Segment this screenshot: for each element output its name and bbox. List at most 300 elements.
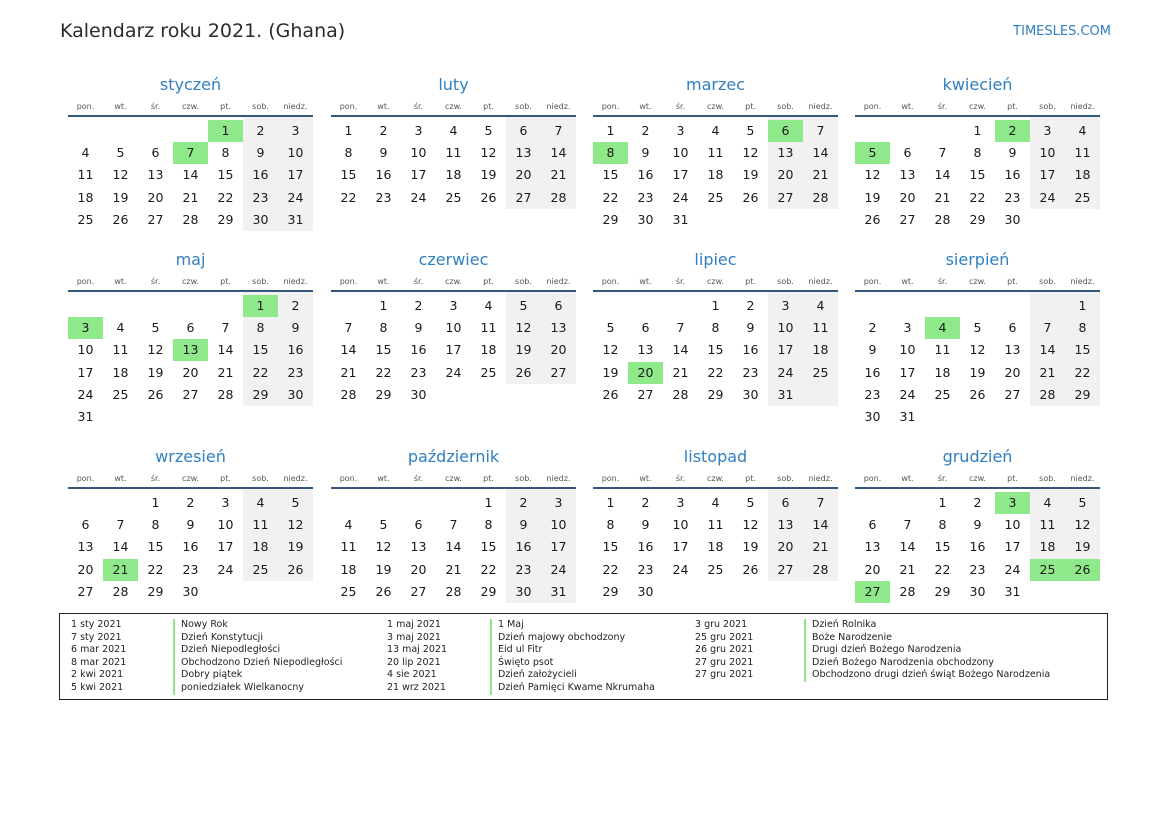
day-cell[interactable]: 9: [414, 320, 423, 336]
day-cell[interactable]: 17: [550, 539, 567, 555]
day-cell[interactable]: 19: [1074, 539, 1091, 555]
day-cell[interactable]: 9: [379, 145, 388, 161]
day-cell[interactable]: 9: [186, 517, 195, 533]
site-link[interactable]: TIMESLES.COM: [1013, 24, 1111, 39]
day-cell[interactable]: 6: [554, 298, 563, 313]
day-cell[interactable]: 16: [742, 342, 759, 358]
day-cell[interactable]: 14: [340, 342, 357, 358]
day-cell[interactable]: 16: [1004, 167, 1021, 183]
day-cell[interactable]: 27: [147, 211, 164, 227]
day-cell[interactable]: 8: [973, 145, 982, 161]
day-cell[interactable]: 3: [903, 320, 912, 336]
day-cell[interactable]: 12: [864, 167, 881, 183]
day-cell[interactable]: 19: [480, 167, 497, 183]
day-cell[interactable]: 3: [1043, 123, 1052, 138]
day-cell[interactable]: 11: [707, 517, 724, 533]
day-cell[interactable]: 5: [151, 320, 160, 336]
day-cell[interactable]: 23: [742, 364, 759, 380]
day-cell[interactable]: 5: [746, 123, 755, 138]
day-cell[interactable]: 3: [449, 298, 458, 313]
day-cell[interactable]: 28: [445, 583, 462, 599]
day-cell[interactable]: 16: [252, 167, 269, 183]
day-cell[interactable]: 18: [252, 539, 269, 555]
day-cell[interactable]: 15: [480, 539, 497, 555]
day-cell[interactable]: 19: [375, 561, 392, 577]
day-cell[interactable]: 25: [112, 386, 129, 402]
day-cell[interactable]: 21: [445, 561, 462, 577]
day-cell[interactable]: 10: [77, 342, 94, 358]
day-cell[interactable]: 10: [777, 320, 794, 336]
day-cell[interactable]: 19: [864, 189, 881, 205]
day-cell[interactable]: 16: [182, 539, 199, 555]
day-cell[interactable]: 6: [868, 517, 877, 533]
day-cell[interactable]: 23: [287, 364, 304, 380]
day-cell[interactable]: 20: [864, 561, 881, 577]
holiday-day-cell[interactable]: 8: [593, 142, 628, 164]
day-cell[interactable]: 27: [550, 364, 567, 380]
day-cell[interactable]: 27: [410, 583, 427, 599]
day-cell[interactable]: 12: [112, 167, 129, 183]
day-cell[interactable]: 10: [287, 145, 304, 161]
day-cell[interactable]: 12: [969, 342, 986, 358]
day-cell[interactable]: 17: [899, 364, 916, 380]
day-cell[interactable]: 30: [410, 386, 427, 402]
day-cell[interactable]: 25: [252, 561, 269, 577]
day-cell[interactable]: 15: [602, 539, 619, 555]
day-cell[interactable]: 4: [816, 298, 825, 313]
day-cell[interactable]: 24: [410, 189, 427, 205]
day-cell[interactable]: 23: [1004, 189, 1021, 205]
day-cell[interactable]: 24: [777, 364, 794, 380]
day-cell[interactable]: 11: [77, 167, 94, 183]
day-cell[interactable]: 1: [1078, 298, 1087, 313]
day-cell[interactable]: 19: [147, 364, 164, 380]
day-cell[interactable]: 29: [375, 386, 392, 402]
day-cell[interactable]: 6: [519, 123, 528, 138]
day-cell[interactable]: 19: [515, 342, 532, 358]
day-cell[interactable]: 30: [252, 211, 269, 227]
day-cell[interactable]: 16: [969, 539, 986, 555]
day-cell[interactable]: 9: [291, 320, 300, 336]
day-cell[interactable]: 13: [637, 342, 654, 358]
day-cell[interactable]: 28: [182, 211, 199, 227]
day-cell[interactable]: 22: [602, 189, 619, 205]
day-cell[interactable]: 19: [969, 364, 986, 380]
day-cell[interactable]: 13: [1004, 342, 1021, 358]
day-cell[interactable]: 17: [410, 167, 427, 183]
day-cell[interactable]: 1: [606, 495, 615, 510]
day-cell[interactable]: 23: [252, 189, 269, 205]
day-cell[interactable]: 25: [480, 364, 497, 380]
day-cell[interactable]: 22: [480, 561, 497, 577]
day-cell[interactable]: 30: [637, 583, 654, 599]
day-cell[interactable]: 21: [934, 189, 951, 205]
day-cell[interactable]: 10: [1039, 145, 1056, 161]
day-cell[interactable]: 17: [777, 342, 794, 358]
day-cell[interactable]: 4: [116, 320, 125, 336]
day-cell[interactable]: 7: [816, 495, 825, 510]
day-cell[interactable]: 12: [742, 145, 759, 161]
holiday-day-cell[interactable]: 5: [855, 142, 890, 164]
day-cell[interactable]: 3: [414, 123, 423, 138]
day-cell[interactable]: 31: [899, 409, 916, 424]
day-cell[interactable]: 4: [484, 298, 493, 313]
day-cell[interactable]: 1: [973, 123, 982, 138]
day-cell[interactable]: 6: [641, 320, 650, 336]
day-cell[interactable]: 28: [899, 583, 916, 599]
day-cell[interactable]: 6: [781, 495, 790, 510]
day-cell[interactable]: 23: [182, 561, 199, 577]
day-cell[interactable]: 8: [379, 320, 388, 336]
day-cell[interactable]: 18: [707, 539, 724, 555]
day-cell[interactable]: 29: [602, 211, 619, 227]
day-cell[interactable]: 23: [410, 364, 427, 380]
day-cell[interactable]: 30: [287, 386, 304, 402]
day-cell[interactable]: 30: [1004, 211, 1021, 227]
day-cell[interactable]: 10: [217, 517, 234, 533]
day-cell[interactable]: 10: [410, 145, 427, 161]
day-cell[interactable]: 30: [969, 583, 986, 599]
day-cell[interactable]: 15: [217, 167, 234, 183]
day-cell[interactable]: 13: [147, 167, 164, 183]
day-cell[interactable]: 2: [746, 298, 755, 313]
day-cell[interactable]: 20: [899, 189, 916, 205]
day-cell[interactable]: 20: [777, 539, 794, 555]
day-cell[interactable]: 16: [637, 167, 654, 183]
day-cell[interactable]: 21: [182, 189, 199, 205]
day-cell[interactable]: 2: [973, 495, 982, 510]
day-cell[interactable]: 24: [77, 386, 94, 402]
day-cell[interactable]: 14: [934, 167, 951, 183]
day-cell[interactable]: 9: [1008, 145, 1017, 161]
day-cell[interactable]: 13: [777, 145, 794, 161]
day-cell[interactable]: 2: [291, 298, 300, 313]
day-cell[interactable]: 28: [672, 386, 689, 402]
day-cell[interactable]: 27: [777, 561, 794, 577]
day-cell[interactable]: 11: [445, 145, 462, 161]
day-cell[interactable]: 6: [414, 517, 423, 533]
day-cell[interactable]: 18: [445, 167, 462, 183]
day-cell[interactable]: 22: [934, 561, 951, 577]
day-cell[interactable]: 27: [777, 189, 794, 205]
day-cell[interactable]: 23: [375, 189, 392, 205]
day-cell[interactable]: 17: [287, 167, 304, 183]
day-cell[interactable]: 27: [182, 386, 199, 402]
day-cell[interactable]: 29: [217, 211, 234, 227]
day-cell[interactable]: 3: [781, 298, 790, 313]
day-cell[interactable]: 10: [899, 342, 916, 358]
day-cell[interactable]: 5: [116, 145, 125, 161]
day-cell[interactable]: 29: [969, 211, 986, 227]
holiday-day-cell[interactable]: 13: [173, 339, 208, 361]
day-cell[interactable]: 24: [1039, 189, 1056, 205]
day-cell[interactable]: 9: [973, 517, 982, 533]
day-cell[interactable]: 7: [221, 320, 230, 336]
day-cell[interactable]: 13: [777, 517, 794, 533]
day-cell[interactable]: 12: [287, 517, 304, 533]
day-cell[interactable]: 2: [186, 495, 195, 510]
day-cell[interactable]: 5: [606, 320, 615, 336]
day-cell[interactable]: 31: [287, 211, 304, 227]
day-cell[interactable]: 5: [519, 298, 528, 313]
day-cell[interactable]: 25: [707, 189, 724, 205]
holiday-day-cell[interactable]: 20: [628, 362, 663, 384]
day-cell[interactable]: 8: [606, 517, 615, 533]
day-cell[interactable]: 3: [676, 495, 685, 510]
day-cell[interactable]: 1: [151, 495, 160, 510]
day-cell[interactable]: 27: [1004, 386, 1021, 402]
day-cell[interactable]: 9: [746, 320, 755, 336]
day-cell[interactable]: 25: [77, 211, 94, 227]
day-cell[interactable]: 24: [550, 561, 567, 577]
day-cell[interactable]: 22: [1074, 364, 1091, 380]
day-cell[interactable]: 18: [1074, 167, 1091, 183]
day-cell[interactable]: 5: [746, 495, 755, 510]
day-cell[interactable]: 14: [812, 145, 829, 161]
day-cell[interactable]: 12: [1074, 517, 1091, 533]
day-cell[interactable]: 27: [899, 211, 916, 227]
day-cell[interactable]: 25: [445, 189, 462, 205]
day-cell[interactable]: 2: [519, 495, 528, 510]
day-cell[interactable]: 6: [151, 145, 160, 161]
holiday-day-cell[interactable]: 6: [768, 120, 803, 142]
day-cell[interactable]: 6: [1008, 320, 1017, 336]
day-cell[interactable]: 11: [112, 342, 129, 358]
day-cell[interactable]: 7: [938, 145, 947, 161]
day-cell[interactable]: 21: [550, 167, 567, 183]
day-cell[interactable]: 18: [112, 364, 129, 380]
day-cell[interactable]: 26: [515, 364, 532, 380]
day-cell[interactable]: 15: [375, 342, 392, 358]
day-cell[interactable]: 9: [868, 342, 877, 358]
day-cell[interactable]: 7: [554, 123, 563, 138]
day-cell[interactable]: 1: [484, 495, 493, 510]
day-cell[interactable]: 17: [445, 342, 462, 358]
day-cell[interactable]: 30: [864, 409, 881, 424]
day-cell[interactable]: 8: [221, 145, 230, 161]
day-cell[interactable]: 2: [868, 320, 877, 336]
day-cell[interactable]: 15: [707, 342, 724, 358]
day-cell[interactable]: 9: [256, 145, 265, 161]
day-cell[interactable]: 28: [1039, 386, 1056, 402]
day-cell[interactable]: 19: [602, 364, 619, 380]
day-cell[interactable]: 16: [637, 539, 654, 555]
day-cell[interactable]: 20: [1004, 364, 1021, 380]
day-cell[interactable]: 26: [969, 386, 986, 402]
day-cell[interactable]: 14: [182, 167, 199, 183]
day-cell[interactable]: 29: [934, 583, 951, 599]
day-cell[interactable]: 28: [217, 386, 234, 402]
holiday-day-cell[interactable]: 25: [1030, 559, 1065, 581]
day-cell[interactable]: 24: [445, 364, 462, 380]
day-cell[interactable]: 22: [707, 364, 724, 380]
day-cell[interactable]: 17: [77, 364, 94, 380]
day-cell[interactable]: 16: [287, 342, 304, 358]
day-cell[interactable]: 22: [969, 189, 986, 205]
day-cell[interactable]: 18: [340, 561, 357, 577]
day-cell[interactable]: 30: [742, 386, 759, 402]
day-cell[interactable]: 13: [899, 167, 916, 183]
day-cell[interactable]: 4: [81, 145, 90, 161]
day-cell[interactable]: 22: [375, 364, 392, 380]
day-cell[interactable]: 19: [112, 189, 129, 205]
day-cell[interactable]: 20: [515, 167, 532, 183]
day-cell[interactable]: 17: [217, 539, 234, 555]
day-cell[interactable]: 13: [864, 539, 881, 555]
day-cell[interactable]: 22: [340, 189, 357, 205]
day-cell[interactable]: 4: [256, 495, 265, 510]
day-cell[interactable]: 28: [112, 583, 129, 599]
day-cell[interactable]: 25: [812, 364, 829, 380]
day-cell[interactable]: 22: [147, 561, 164, 577]
day-cell[interactable]: 7: [344, 320, 353, 336]
day-cell[interactable]: 9: [641, 517, 650, 533]
day-cell[interactable]: 8: [938, 517, 947, 533]
day-cell[interactable]: 18: [934, 364, 951, 380]
day-cell[interactable]: 19: [742, 167, 759, 183]
day-cell[interactable]: 25: [340, 583, 357, 599]
day-cell[interactable]: 3: [676, 123, 685, 138]
day-cell[interactable]: 18: [77, 189, 94, 205]
day-cell[interactable]: 4: [449, 123, 458, 138]
day-cell[interactable]: 2: [641, 123, 650, 138]
holiday-day-cell[interactable]: 26: [1065, 559, 1100, 581]
day-cell[interactable]: 24: [217, 561, 234, 577]
day-cell[interactable]: 7: [1043, 320, 1052, 336]
day-cell[interactable]: 8: [344, 145, 353, 161]
day-cell[interactable]: 26: [742, 561, 759, 577]
day-cell[interactable]: 28: [934, 211, 951, 227]
day-cell[interactable]: 19: [287, 539, 304, 555]
day-cell[interactable]: 15: [252, 342, 269, 358]
day-cell[interactable]: 20: [147, 189, 164, 205]
day-cell[interactable]: 11: [707, 145, 724, 161]
day-cell[interactable]: 13: [410, 539, 427, 555]
day-cell[interactable]: 22: [252, 364, 269, 380]
day-cell[interactable]: 23: [637, 561, 654, 577]
day-cell[interactable]: 14: [112, 539, 129, 555]
day-cell[interactable]: 16: [410, 342, 427, 358]
day-cell[interactable]: 7: [903, 517, 912, 533]
day-cell[interactable]: 15: [147, 539, 164, 555]
day-cell[interactable]: 7: [816, 123, 825, 138]
day-cell[interactable]: 2: [256, 123, 265, 138]
day-cell[interactable]: 29: [1074, 386, 1091, 402]
day-cell[interactable]: 17: [1039, 167, 1056, 183]
day-cell[interactable]: 12: [375, 539, 392, 555]
day-cell[interactable]: 18: [480, 342, 497, 358]
day-cell[interactable]: 28: [812, 561, 829, 577]
day-cell[interactable]: 7: [116, 517, 125, 533]
day-cell[interactable]: 31: [672, 211, 689, 227]
day-cell[interactable]: 12: [602, 342, 619, 358]
day-cell[interactable]: 26: [602, 386, 619, 402]
day-cell[interactable]: 15: [969, 167, 986, 183]
day-cell[interactable]: 23: [969, 561, 986, 577]
day-cell[interactable]: 12: [515, 320, 532, 336]
day-cell[interactable]: 12: [742, 517, 759, 533]
day-cell[interactable]: 10: [550, 517, 567, 533]
day-cell[interactable]: 26: [287, 561, 304, 577]
day-cell[interactable]: 9: [519, 517, 528, 533]
day-cell[interactable]: 12: [147, 342, 164, 358]
day-cell[interactable]: 22: [217, 189, 234, 205]
day-cell[interactable]: 26: [480, 189, 497, 205]
day-cell[interactable]: 24: [672, 189, 689, 205]
day-cell[interactable]: 16: [515, 539, 532, 555]
day-cell[interactable]: 15: [340, 167, 357, 183]
day-cell[interactable]: 4: [1078, 123, 1087, 138]
day-cell[interactable]: 26: [147, 386, 164, 402]
day-cell[interactable]: 29: [602, 583, 619, 599]
day-cell[interactable]: 28: [812, 189, 829, 205]
day-cell[interactable]: 3: [291, 123, 300, 138]
holiday-day-cell[interactable]: 3: [68, 317, 103, 339]
day-cell[interactable]: 31: [550, 583, 567, 599]
day-cell[interactable]: 11: [340, 539, 357, 555]
day-cell[interactable]: 26: [112, 211, 129, 227]
day-cell[interactable]: 24: [287, 189, 304, 205]
day-cell[interactable]: 20: [410, 561, 427, 577]
day-cell[interactable]: 3: [221, 495, 230, 510]
day-cell[interactable]: 27: [637, 386, 654, 402]
day-cell[interactable]: 3: [554, 495, 563, 510]
day-cell[interactable]: 13: [515, 145, 532, 161]
day-cell[interactable]: 30: [637, 211, 654, 227]
day-cell[interactable]: 24: [899, 386, 916, 402]
day-cell[interactable]: 20: [182, 364, 199, 380]
day-cell[interactable]: 11: [812, 320, 829, 336]
day-cell[interactable]: 7: [449, 517, 458, 533]
day-cell[interactable]: 26: [375, 583, 392, 599]
day-cell[interactable]: 8: [151, 517, 160, 533]
day-cell[interactable]: 6: [903, 145, 912, 161]
day-cell[interactable]: 7: [676, 320, 685, 336]
day-cell[interactable]: 14: [1039, 342, 1056, 358]
day-cell[interactable]: 29: [252, 386, 269, 402]
day-cell[interactable]: 15: [1074, 342, 1091, 358]
holiday-day-cell[interactable]: 1: [243, 295, 278, 317]
holiday-day-cell[interactable]: 27: [855, 581, 890, 603]
day-cell[interactable]: 6: [81, 517, 90, 533]
day-cell[interactable]: 14: [899, 539, 916, 555]
day-cell[interactable]: 11: [1039, 517, 1056, 533]
day-cell[interactable]: 20: [777, 167, 794, 183]
day-cell[interactable]: 29: [707, 386, 724, 402]
day-cell[interactable]: 15: [934, 539, 951, 555]
day-cell[interactable]: 2: [641, 495, 650, 510]
day-cell[interactable]: 21: [672, 364, 689, 380]
day-cell[interactable]: 5: [291, 495, 300, 510]
day-cell[interactable]: 4: [711, 495, 720, 510]
day-cell[interactable]: 16: [864, 364, 881, 380]
day-cell[interactable]: 21: [217, 364, 234, 380]
day-cell[interactable]: 4: [1043, 495, 1052, 510]
day-cell[interactable]: 1: [344, 123, 353, 138]
day-cell[interactable]: 17: [1004, 539, 1021, 555]
day-cell[interactable]: 4: [711, 123, 720, 138]
day-cell[interactable]: 17: [672, 167, 689, 183]
day-cell[interactable]: 27: [77, 583, 94, 599]
day-cell[interactable]: 31: [777, 386, 794, 402]
day-cell[interactable]: 14: [550, 145, 567, 161]
day-cell[interactable]: 8: [1078, 320, 1087, 336]
day-cell[interactable]: 12: [480, 145, 497, 161]
day-cell[interactable]: 10: [672, 517, 689, 533]
day-cell[interactable]: 20: [77, 561, 94, 577]
day-cell[interactable]: 5: [484, 123, 493, 138]
day-cell[interactable]: 9: [641, 145, 650, 161]
